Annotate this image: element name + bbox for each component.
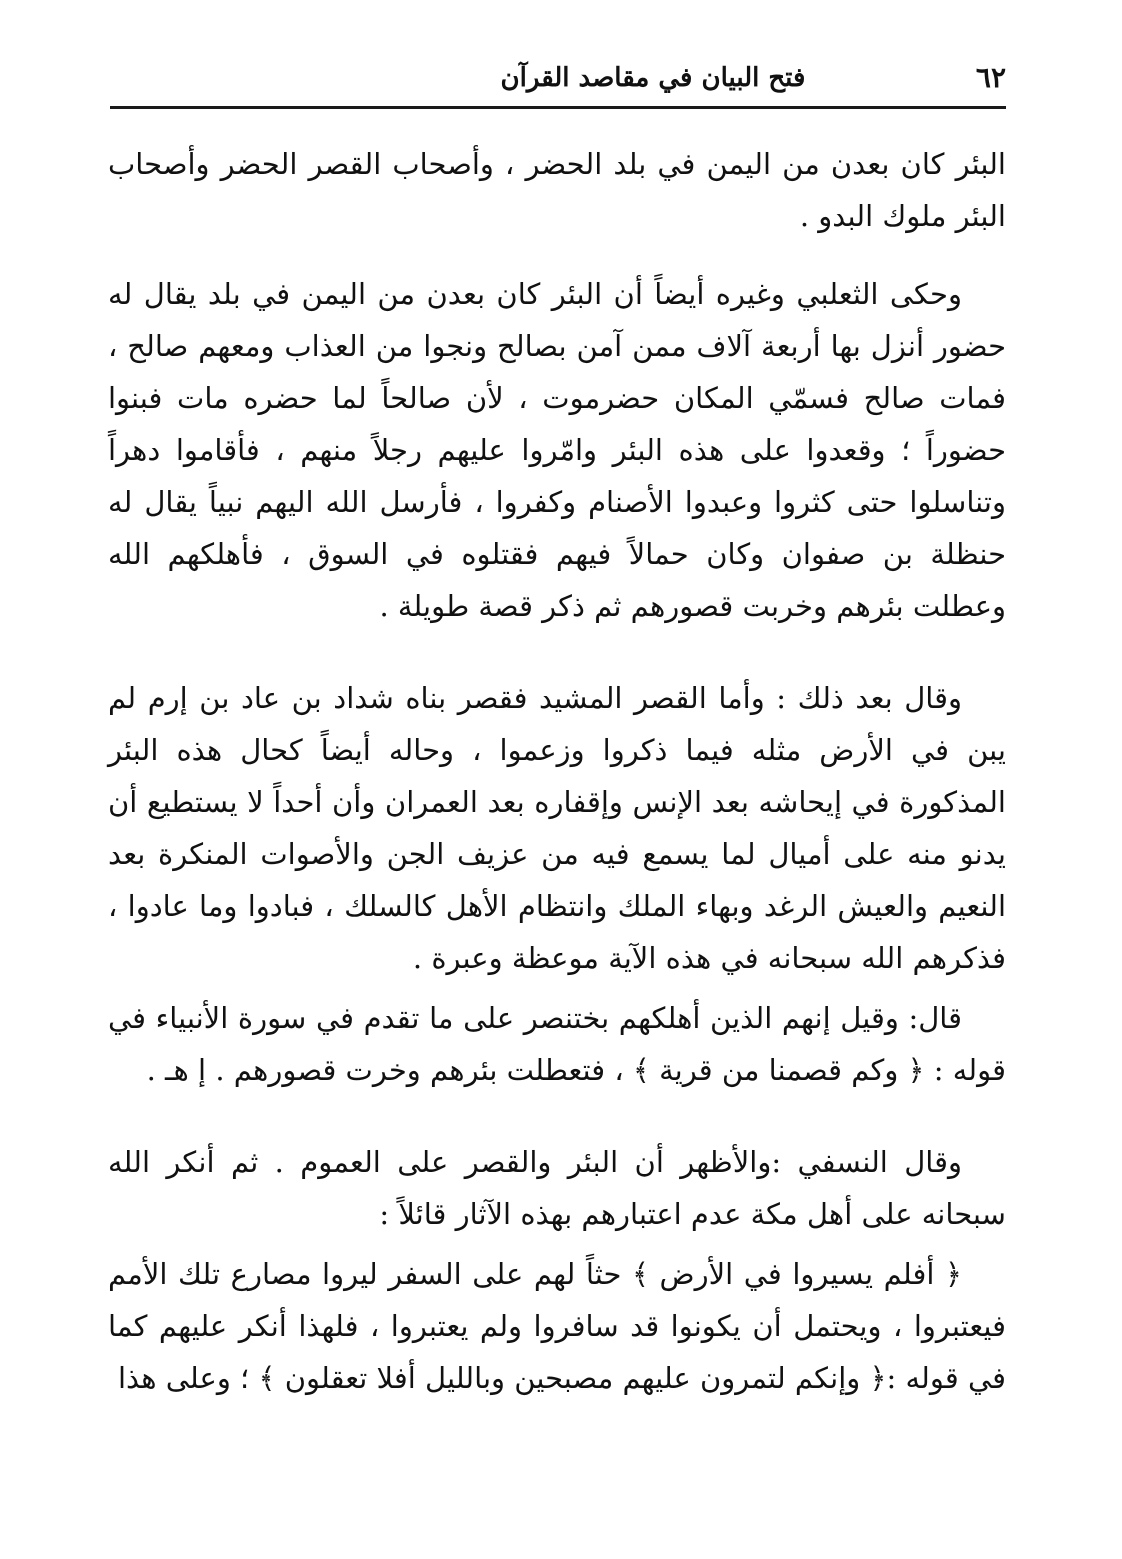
paragraph-2: وحكى الثعلبي وغيره أيضاً أن البئر كان بعدن من اليمن في بلد يقال له حضور أنزل بها أربعة آلاف ممن آمن بصالح ونجوا من العذاب ومعهم صالح ، فمات صالح فسمّي المكان حضرموت ، لأن صالحاً لما حضره مات فبنوا حضوراً ؛ وقعدوا على هذه البئر وامّروا عليهم رجلاً منهم ، فأقاموا دهراً وتناسلوا حتى كثروا وعبدوا الأصنام وكفروا ، فأرسل الله اليهم نبياً يقال له حنظلة بن صفوان وكان حمالاً فيهم فقتلوه في السوق ، فأهلكهم الله وعطلت بئرهم وخربت قصورهم ثم ذكر قصة طويلة . [108, 277, 1006, 623]
paragraph-5: وقال النسفي :والأظهر أن البئر والقصر على العموم . ثم أنكر الله سبحانه على أهل مكة عدم اعتبارهم بهذه الآثار قائلاً : [108, 1145, 1006, 1231]
paragraph-6: ﴿ أفلم يسيروا في الأرض ﴾ حثاً لهم على السفر ليروا مصارع تلك الأمم فيعتبروا ، ويحتمل أن يكونوا قد سافروا ولم يعتبروا ، فلهذا أنكر عليهم كما في قوله :﴿ وإنكم لتمرون عليهم مصبحين وبالليل أفلا تعقلون ﴾ ؛ وعلى هذا [108, 1257, 1006, 1395]
paragraph-1: البئر كان بعدن من اليمن في بلد الحضر ، وأصحاب القصر الحضر وأصحاب البئر ملوك البدو . [108, 147, 1006, 233]
page-number: ٦٢ [975, 61, 1006, 94]
page-body [108, 138, 1006, 1404]
paragraph-4: قال: وقيل إنهم الذين أهلكهم بختنصر على ما تقدم في سورة الأنبياء في قوله : ﴿ وكم قصمنا من قرية ﴾ ، فتعطلت بئرهم وخرت قصورهم . إ هـ . [108, 1001, 1006, 1087]
running-title: فتح البيان في مقاصد القرآن [500, 63, 806, 93]
page-header [110, 56, 1006, 109]
paragraph-3: وقال بعد ذلك : وأما القصر المشيد فقصر بناه شداد بن عاد بن إرم لم يبن في الأرض مثله فيما ذكروا وزعموا ، وحاله أيضاً كحال هذه البئر المذكورة في إيحاشه بعد الإنس وإقفاره بعد العمران وأن أحداً لا يستطيع أن يدنو منه على أميال لما يسمع فيه من عزيف الجن والأصوات المنكرة بعد النعيم والعيش الرغد وبهاء الملك وانتظام الأهل كالسلك ، فبادوا وما عادوا ، فذكرهم الله سبحانه في هذه الآية موعظة وعبرة . [108, 681, 1006, 975]
